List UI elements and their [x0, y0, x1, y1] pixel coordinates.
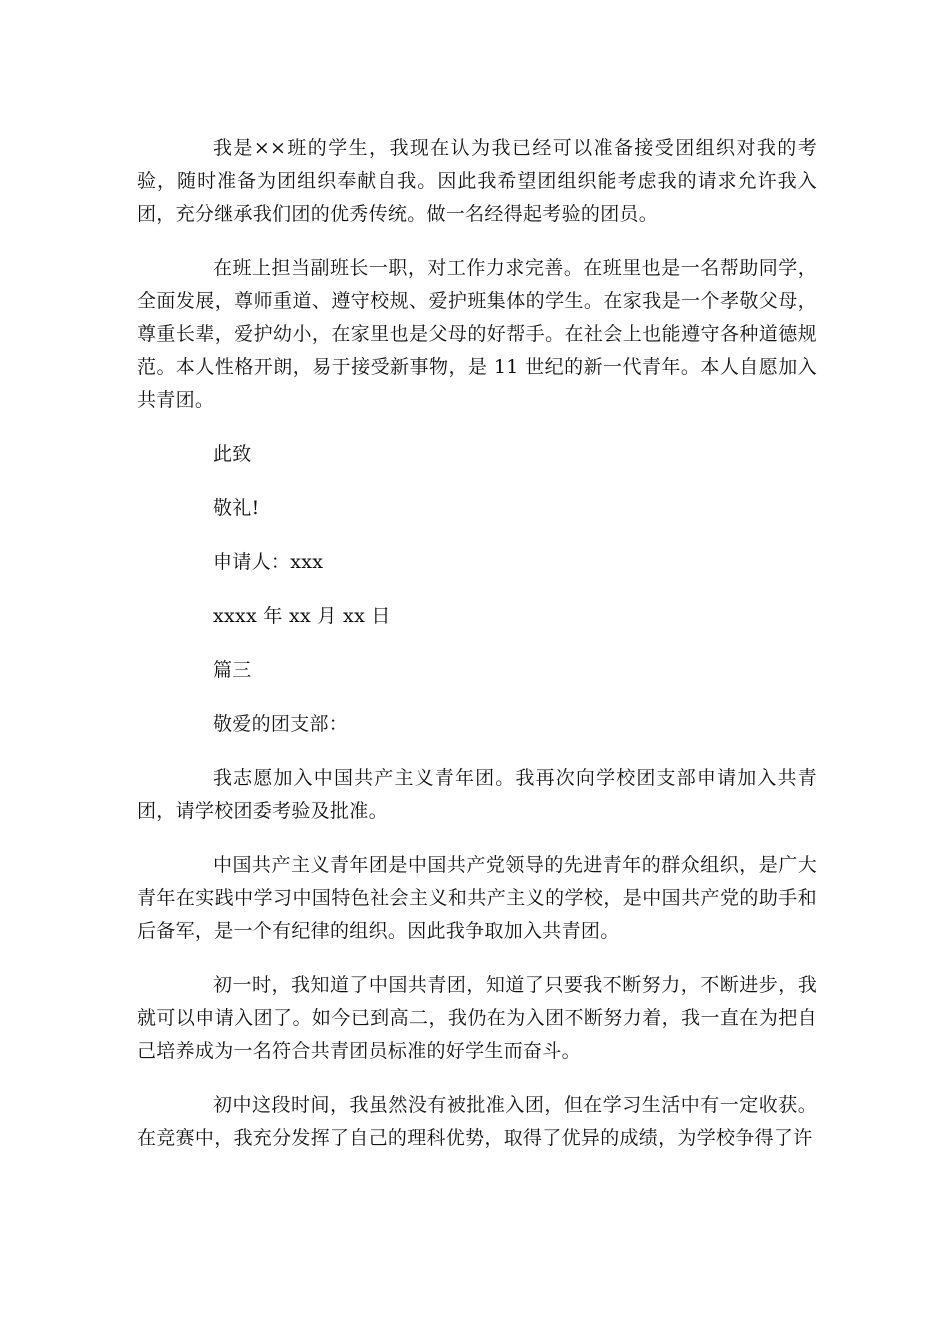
- applicant-signature: 申请人：xxx: [213, 551, 324, 573]
- letter-greeting: 敬爱的团支部：: [213, 713, 349, 735]
- application-date: xxxx 年 xx 月 xx 日: [213, 605, 391, 627]
- paragraph-exam-readiness: 我是××班的学生，我现在认为我已经可以准备接受团组织对我的考验，随时准备为团组织奉献自我。因此我希望团组织能考虑我的请求允许我入团，充分继承我们团的优秀传统。做一名经得起考验的团员。: [137, 137, 817, 225]
- paragraph-application-request: 我志愿加入中国共产主义青年团。我再次向学校团支部申请加入共青团，请学校团委考验及批准。: [137, 767, 817, 822]
- closing-regards: 敬礼!: [213, 497, 260, 519]
- paragraph-league-description: 中国共产主义青年团是中国共产党领导的先进青年的群众组织，是广大青年在实践中学习中国特色社会主义和共产主义的学校，是中国共产党的助手和后备军，是一个有纪律的组织。因此我争取加入共青团。: [137, 854, 817, 942]
- section-heading: 篇三: [213, 659, 252, 681]
- paragraph-personal-history: 初一时，我知道了中国共青团，知道了只要我不断努力，不断进步，我就可以申请入团了。如今已到高二，我仍在为入团不断努力着，我一直在为把自己培养成为一名符合共青团员标准的好学生而奋斗。: [137, 974, 817, 1062]
- paragraph-self-introduction: 在班上担当副班长一职，对工作力求完善。在班里也是一名帮助同学，全面发展，尊师重道、遵守校规、爱护班集体的学生。在家我是一个孝敬父母，尊重长辈，爱护幼小，在家里也是父母的好帮手。在社会上也能遵守各种道德规范。本人性格开朗，易于接受新事物，是 11 世纪的新一代青年。本人自愿加入共青团。: [137, 257, 817, 411]
- paragraph-middle-school: 初中这段时间，我虽然没有被批准入团，但在学习生活中有一定收获。在竞赛中，我充分发挥了自己的理科优势，取得了优异的成绩，为学校争得了许: [137, 1094, 817, 1149]
- document-body: [137, 132, 817, 1176]
- closing-salutation: 此致: [213, 443, 252, 465]
